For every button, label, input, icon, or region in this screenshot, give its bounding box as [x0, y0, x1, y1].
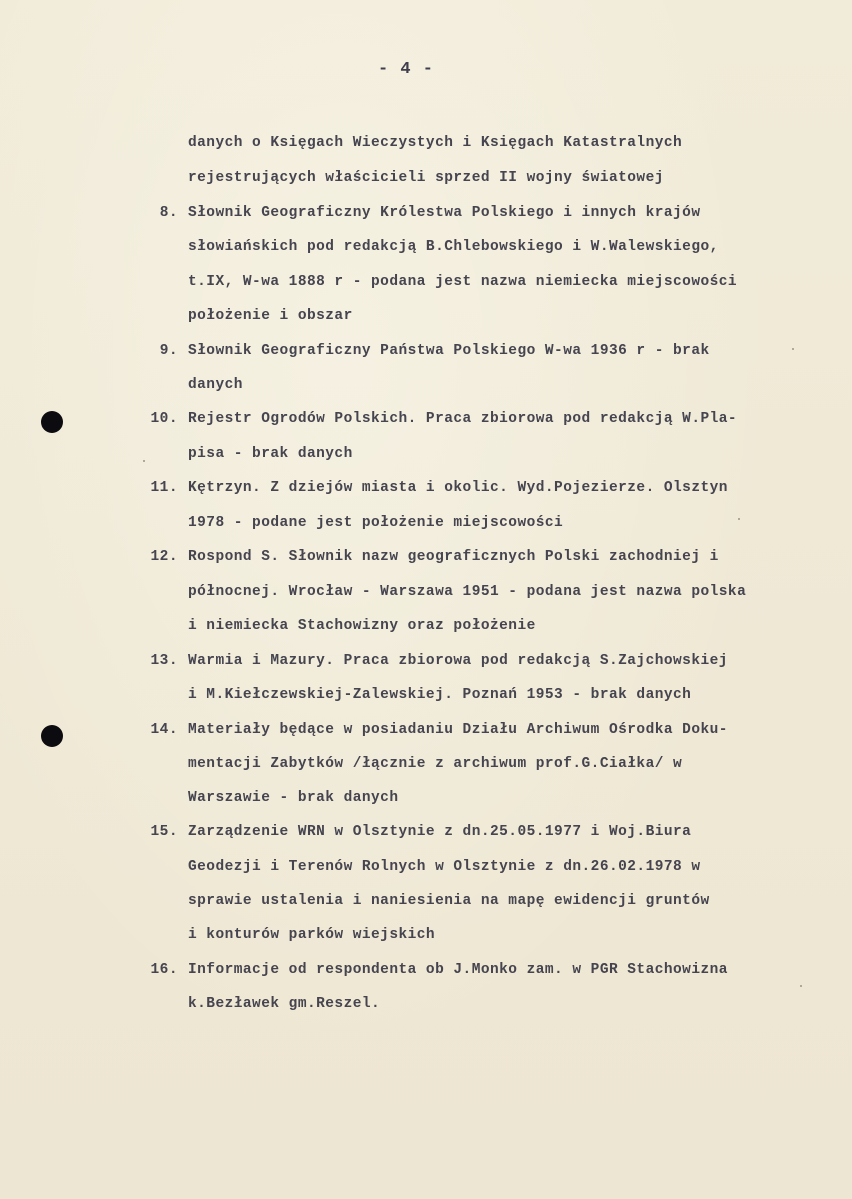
entry-line: i niemiecka Stachowizny oraz położenie: [188, 618, 536, 634]
entry-line: Materiały będące w posiadaniu Działu Archiwum Ośrodka Doku-: [188, 722, 728, 738]
entry-line: Geodezji i Terenów Rolnych w Olsztynie z dn.26.02.1978 w: [188, 859, 701, 875]
entry-line: Słownik Geograficzny Królestwa Polskiego i innych krajów: [188, 205, 701, 221]
entry-line: k.Bezławek gm.Reszel.: [188, 996, 381, 1012]
entry-number: 15.: [150, 824, 178, 840]
entry-line: t.IX, W-wa 1888 r - podana jest nazwa niemiecka miejscowości: [188, 274, 738, 290]
entry-number: 13.: [150, 653, 178, 669]
entry-line: Rospond S. Słownik nazw geograficznych Polski zachodniej i: [188, 549, 719, 565]
paper-speck: [800, 985, 802, 987]
paper-speck: [792, 348, 794, 350]
entry-line: Informacje od respondenta ob J.Monko zam. w PGR Stachowizna: [188, 962, 728, 978]
entry-line: północnej. Wrocław - Warszawa 1951 - podana jest nazwa polska: [188, 584, 747, 600]
entry-line: Rejestr Ogrodów Polskich. Praca zbiorowa pod redakcją W.Pla-: [188, 411, 738, 427]
entry-line: i konturów parków wiejskich: [188, 927, 436, 943]
entry-line: sprawie ustalenia i naniesienia na mapę ewidencji gruntów: [188, 893, 710, 909]
entry-number: 8.: [159, 205, 178, 221]
entry-number: 16.: [150, 962, 178, 978]
entry-line: Kętrzyn. Z dziejów miasta i okolic. Wyd.Pojezierze. Olsztyn: [188, 480, 728, 496]
entry-line: Zarządzenie WRN w Olsztynie z dn.25.05.1977 i Woj.Biura: [188, 824, 692, 840]
entry-line: 1978 - podane jest położenie miejscowości: [188, 515, 564, 531]
text-line: rejestrujących właścicieli sprzed II wojny światowej: [188, 170, 664, 186]
entry-number: 14.: [150, 722, 178, 738]
punch-hole-lower: [41, 725, 63, 747]
entry-number: 12.: [150, 549, 178, 565]
entry-line: mentacji Zabytków /łącznie z archiwum prof.G.Ciałka/ w: [188, 756, 683, 772]
text-line: danych o Księgach Wieczystych i Księgach Katastralnych: [188, 135, 683, 151]
entry-number: 11.: [150, 480, 178, 496]
entry-line: Warszawie - brak danych: [188, 790, 399, 806]
entry-line: Warmia i Mazury. Praca zbiorowa pod redakcją S.Zajchowskiej: [188, 653, 728, 669]
paper-speck: [738, 518, 740, 520]
entry-number: 9.: [159, 343, 178, 359]
page-number: - 4 -: [378, 60, 435, 79]
entry-line: danych: [188, 377, 243, 393]
entry-line: Słownik Geograficzny Państwa Polskiego W-wa 1936 r - brak: [188, 343, 710, 359]
entry-line: położenie i obszar: [188, 308, 353, 324]
paper-speck: [143, 460, 145, 462]
entry-line: i M.Kiełczewskiej-Zalewskiej. Poznań 1953 - brak danych: [188, 687, 692, 703]
entry-number: 10.: [150, 411, 178, 427]
entry-line: słowiańskich pod redakcją B.Chlebowskiego i W.Walewskiego,: [188, 239, 719, 255]
punch-hole-upper: [41, 411, 63, 433]
entry-line: pisa - brak danych: [188, 446, 353, 462]
